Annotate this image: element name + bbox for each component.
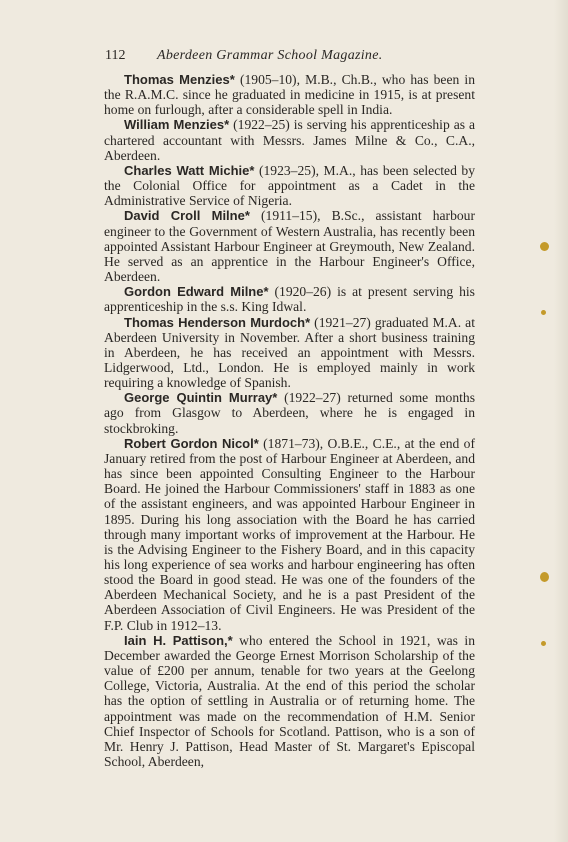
entry-name: David Croll Milne* xyxy=(124,208,250,224)
entry-name: Iain H. Pattison,* xyxy=(124,632,233,648)
entry-william-menzies xyxy=(104,117,475,162)
page-header xyxy=(105,48,475,64)
entry-charles-michie xyxy=(104,163,475,208)
entry-name: Thomas Menzies* xyxy=(124,72,235,87)
entry-david-milne xyxy=(104,208,475,284)
entry-text: (1920–26) is at present serving his apprenticeship in the s.s. King Idwal. xyxy=(104,284,475,315)
entry-text: (1922–25) is serving his apprenticeship as a chartered accountant with Messrs. James Milne & Co., C.A., Aberdeen. xyxy=(104,117,475,163)
entry-george-murray xyxy=(104,390,475,435)
entry-name: Charles Watt Michie* xyxy=(124,162,255,178)
entry-text: (1923–25), M.A., has been selected by the Colonial Office for appointment as a Cadet in the Administrative Service of Nigeria. xyxy=(104,162,476,209)
entry-text: (1911–15), B.Sc., assistant harbour engineer to the Government of Western Australia, has recently been appointed Assistant Harbour Engineer at Greymouth, New Zealand. He served as an apprentice in the Harbour Engineer's Office, Aberdeen. xyxy=(104,208,475,285)
entry-iain-pattison xyxy=(104,633,475,769)
entry-name: Robert Gordon Nicol* xyxy=(124,435,259,451)
entry-name: George Quintin Murray* xyxy=(124,390,278,406)
entry-name: William Menzies* xyxy=(124,117,230,133)
entry-name: Gordon Edward Milne* xyxy=(124,284,269,300)
margin-dot-marker xyxy=(540,242,549,251)
margin-dot-marker xyxy=(541,310,546,315)
entry-text: (1922–27) returned some months ago from Glasgow to Aberdeen, where he is engaged in stockbroking. xyxy=(104,390,475,436)
page-number: 112 xyxy=(105,48,126,63)
running-title: Aberdeen Grammar School Magazine. xyxy=(156,48,383,63)
entry-text: (1905–10), M.B., Ch.B., who has been in the R.A.M.C. since he graduated in medicine in 1915, is at present home on furlough, after a considerable spell in India. xyxy=(104,72,476,118)
entry-text: (1871–73), O.B.E., C.E., at the end of January retired from the post of Harbour Engineer at Aberdeen, and has since been appointed Consulting Engineer to the Harbour Board. He joined the Harbour Commissioners' staff in 1883 as one of the assistant engineers, and was appointed Harbour Engineer in 1895. During his long association with the Board he has carried through many important works of improvement at the Harbour. He is the Advising Engineer to the Fishery Board, and in this capacity his long experience of sea works and harbour engineering has often stood the Board in good stead. He was one of the founders of the Aberdeen Mechanical Society, and he is a past President of the Aberdeen Association of Civil Engineers. He was President of the F.P. Club in 1912–13. xyxy=(104,435,475,633)
entry-robert-nicol xyxy=(104,436,475,633)
entry-name: Thomas Henderson Murdoch* xyxy=(124,314,311,330)
margin-dot-marker xyxy=(541,641,546,646)
entry-text: who entered the School in 1921, was in December awarded the George Ernest Morrison Scholarship of the value of £200 per annum, tenable for two years at the Geelong College, Victoria, Australia. At the end of this period the scholar has the option of settling in Australia or of returning home. The appointment was made on the recommendation of H.M. Senior Chief Inspector of Schools for Scotland. Pattison, who is a son of Mr. Henry J. Pattison, Head Master of St. Margaret's Episcopal School, Aberdeen, xyxy=(104,632,475,770)
article-body xyxy=(104,72,475,769)
entry-thomas-murdoch xyxy=(104,315,475,391)
margin-dot-marker xyxy=(540,572,549,582)
entry-thomas-menzies xyxy=(104,72,475,117)
entry-gordon-milne xyxy=(104,284,475,314)
entry-text: (1921–27) graduated M.A. at Aberdeen University in November. After a short business training in Aberdeen, he has received an appointment with Messrs. Lidgerwood, Ltd., London. He is employed mainly in work requiring a knowledge of Spanish. xyxy=(104,314,475,391)
